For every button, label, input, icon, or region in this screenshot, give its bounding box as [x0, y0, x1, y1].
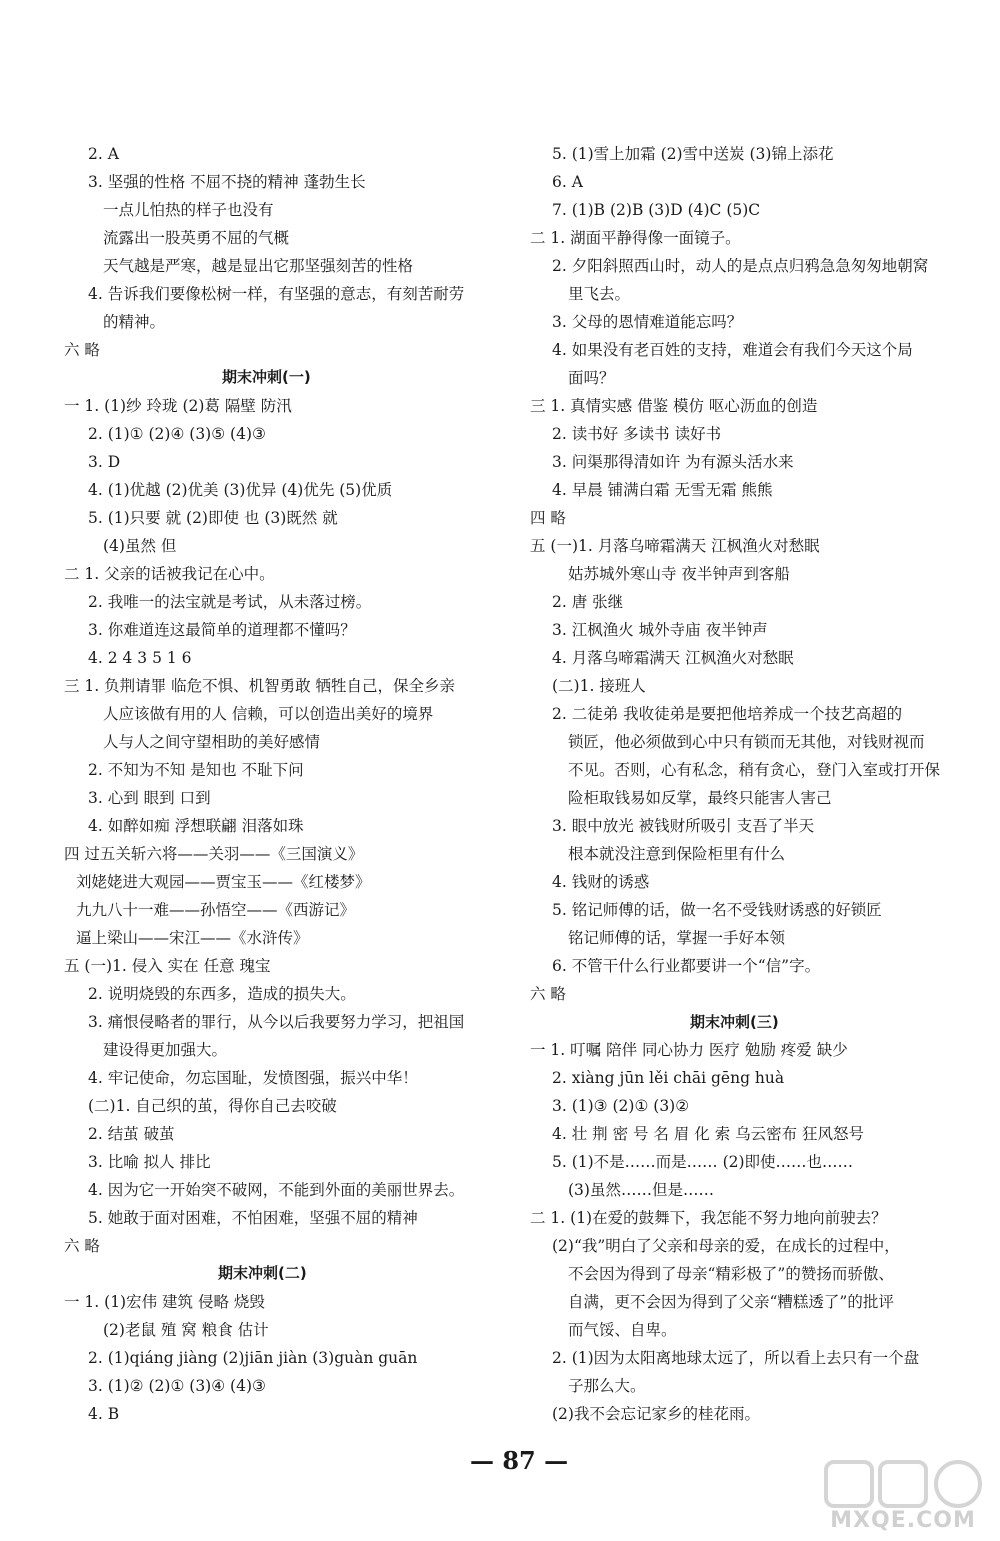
answer-line: (4)虽然 但 [103, 537, 177, 555]
answer-line: 六 略 [64, 1237, 100, 1255]
answer-line: 天气越是严寒，越是显出它那坚强刻苦的性格 [103, 257, 414, 275]
answer-line: 一 1. (1)宏伟 建筑 侵略 烧毁 [64, 1293, 265, 1311]
answer-line: (2)“我”明白了父亲和母亲的爱，在成长的过程中， [552, 1237, 900, 1255]
answer-line: 面吗？ [568, 369, 615, 387]
answer-line: 3. (1)② (2)① (3)④ (4)③ [88, 1377, 266, 1395]
answer-line: 逼上梁山——宋江——《水浒传》 [76, 929, 309, 947]
answer-line: 5. (1)只要 就 (2)即使 也 (3)既然 就 [88, 509, 338, 527]
answer-line: 2. 读书好 多读书 读好书 [552, 425, 722, 443]
answer-line: 3. 问渠那得清如许 为有源头活水来 [552, 453, 794, 471]
answer-line: 3. 父母的恩情难道能忘吗？ [552, 313, 743, 331]
answer-line: 4. 早晨 铺满白霜 无雪无霜 熊熊 [552, 481, 773, 499]
answer-line: 3. D [88, 453, 121, 471]
answer-line: (2)我不会忘记家乡的桂花雨。 [552, 1405, 760, 1423]
answer-line: 不会因为得到了母亲“精彩极了”的赞扬而骄傲、 [568, 1265, 894, 1283]
answer-line: 2. (1)qiáng jiàng (2)jiān jiàn (3)guàn guān [88, 1349, 418, 1367]
section-heading: 期末冲刺(三) [690, 1013, 779, 1031]
answer-line: 刘姥姥进大观园——贾宝玉——《红楼梦》 [76, 873, 371, 891]
answer-line: 6. 不管干什么行业都要讲一个“信”字。 [552, 957, 821, 975]
answer-line: 3. 痛恨侵略者的罪行，从今以后我要努力学习，把祖国 [88, 1013, 465, 1031]
watermark-logo-icon [818, 1456, 988, 1511]
answer-line: 险柜取钱易如反掌，最终只能害人害己 [568, 789, 832, 807]
answer-line: 3. 心到 眼到 口到 [88, 789, 211, 807]
answer-line: 4. B [88, 1405, 120, 1423]
answer-line: 流露出一股英勇不屈的气概 [103, 229, 290, 247]
answer-line: 一 1. 叮嘱 陪伴 同心协力 医疗 勉励 疼爱 缺少 [530, 1041, 848, 1059]
answer-line: 4. 2 4 3 5 1 6 [88, 649, 192, 667]
answer-line: 里飞去。 [568, 285, 631, 303]
answer-line: 姑苏城外寒山寺 夜半钟声到客船 [568, 565, 790, 583]
answer-line: 一点儿怕热的样子也没有 [103, 201, 274, 219]
answer-line: (2)老鼠 殖 窝 粮食 估计 [103, 1321, 269, 1339]
answer-line: 2. 结茧 破茧 [88, 1125, 175, 1143]
answer-line: 而气馁、自卑。 [568, 1321, 677, 1339]
answer-line: 4. 壮 荆 密 号 名 眉 化 索 乌云密布 狂风怒号 [552, 1125, 865, 1143]
answer-line: 4. 告诉我们要像松树一样，有坚强的意志，有刻苦耐劳 [88, 285, 465, 303]
answer-line: 三 1. 负荆请罪 临危不惧、机智勇敢 牺牲自己，保全乡亲 [64, 677, 455, 695]
answer-line: 4. 牢记使命，勿忘国耻，发愤图强，振兴中华！ [88, 1069, 418, 1087]
answer-line: 根本就没注意到保险柜里有什么 [568, 845, 786, 863]
answer-line: 4. 钱财的诱惑 [552, 873, 650, 891]
answer-line: 九九八十一难——孙悟空——《西游记》 [76, 901, 356, 919]
answer-line: (3)虽然……但是…… [568, 1181, 714, 1199]
answer-line: 人应该做有用的人 信赖，可以创造出美好的境界 [103, 705, 434, 723]
answer-line: 二 1. (1)在爱的鼓舞下，我怎能不努力地向前驶去？ [530, 1209, 887, 1227]
answer-line: 3. 江枫渔火 城外寺庙 夜半钟声 [552, 621, 768, 639]
answer-line: 不见。否则，心有私念，稍有贪心，登门入室或打开保 [568, 761, 941, 779]
answer-line: (二)1. 自己织的茧，得你自己去咬破 [88, 1097, 337, 1115]
answer-line: 子那么大。 [568, 1377, 646, 1395]
answer-line: 五 (一)1. 侵入 实在 任意 瑰宝 [64, 957, 271, 975]
answer-line: 2. (1)① (2)④ (3)⑤ (4)③ [88, 425, 266, 443]
answer-line: 4. 因为它一开始突不破网，不能到外面的美丽世界去。 [88, 1181, 465, 1199]
answer-line: 的精神。 [103, 313, 166, 331]
answer-line: 六 略 [64, 341, 100, 359]
answer-line: 4. 如醉如痴 浮想联翩 泪落如珠 [88, 817, 304, 835]
watermark-url: MXQE.COM [830, 1508, 976, 1533]
answer-line: 3. 你难道连这最简单的道理都不懂吗？ [88, 621, 356, 639]
answer-line: 自满，更不会因为得到了父亲“糟糕透了”的批评 [568, 1293, 894, 1311]
answer-line: 2. 不知为不知 是知也 不耻下问 [88, 761, 304, 779]
answer-line: 一 1. (1)纱 玲珑 (2)葛 隔壁 防汛 [64, 397, 292, 415]
answer-line: 4. (1)优越 (2)优美 (3)优异 (4)优先 (5)优质 [88, 481, 393, 499]
answer-line: 3. 眼中放光 被钱财所吸引 支吾了半天 [552, 817, 815, 835]
answer-line: 三 1. 真情实感 借鉴 模仿 呕心沥血的创造 [530, 397, 818, 415]
answer-line: (二)1. 接班人 [552, 677, 646, 695]
answer-line: 建设得更加强大。 [103, 1041, 228, 1059]
answer-line: 4. 月落乌啼霜满天 江枫渔火对愁眠 [552, 649, 794, 667]
answer-line: 5. 她敢于面对困难，不怕困难，坚强不屈的精神 [88, 1209, 418, 1227]
answer-line: 四 过五关斩六将——关羽——《三国演义》 [64, 845, 364, 863]
section-heading: 期末冲刺(一) [222, 368, 311, 386]
answer-line: 7. (1)B (2)B (3)D (4)C (5)C [552, 201, 761, 219]
answer-line: 二 1. 父亲的话被我记在心中。 [64, 565, 275, 583]
answer-line: 2. 我唯一的法宝就是考试，从未落过榜。 [88, 593, 372, 611]
answer-line: 2. 夕阳斜照西山时，动人的是点点归鸦急急匆匆地朝窝 [552, 257, 929, 275]
answer-line: 铭记师傅的话，掌握一手好本领 [568, 929, 786, 947]
answer-line: 锁匠，他必须做到心中只有锁而无其他，对钱财视而 [568, 733, 925, 751]
section-heading: 期末冲刺(二) [218, 1264, 307, 1282]
answer-line: 3. 比喻 拟人 排比 [88, 1153, 211, 1171]
answer-line: 4. 如果没有老百姓的支持，难道会有我们今天这个局 [552, 341, 913, 359]
answer-line: 二 1. 湖面平静得像一面镜子。 [530, 229, 741, 247]
answer-line: 3. (1)③ (2)① (3)② [552, 1097, 690, 1115]
answer-line: 5. (1)雪上加霜 (2)雪中送炭 (3)锦上添花 [552, 145, 834, 163]
answer-line: 六 略 [530, 985, 566, 1003]
answer-line: 6. A [552, 173, 583, 191]
answer-line: 2. xiàng jūn lěi chāi gēng huà [552, 1069, 785, 1087]
answer-line: 2. A [88, 145, 119, 163]
answer-line: 五 (一)1. 月落乌啼霜满天 江枫渔火对愁眠 [530, 537, 820, 555]
answer-line: 2. 说明烧毁的东西多，造成的损失大。 [88, 985, 356, 1003]
answer-line: 人与人之间守望相助的美好感情 [103, 733, 321, 751]
watermark [818, 1456, 988, 1538]
answer-line: 2. 二徒弟 我收徒弟是要把他培养成一个技艺高超的 [552, 705, 903, 723]
answer-line: 3. 坚强的性格 不屈不挠的精神 蓬勃生长 [88, 173, 366, 191]
answer-line: 2. 唐 张继 [552, 593, 624, 611]
page-number: — 87 — [470, 1446, 569, 1475]
answer-line: 5. (1)不是……而是…… (2)即使……也…… [552, 1153, 854, 1171]
answer-line: 2. (1)因为太阳离地球太远了，所以看上去只有一个盘 [552, 1349, 920, 1367]
answer-line: 四 略 [530, 509, 566, 527]
answer-line: 5. 铭记师傅的话，做一名不受钱财诱惑的好锁匠 [552, 901, 882, 919]
